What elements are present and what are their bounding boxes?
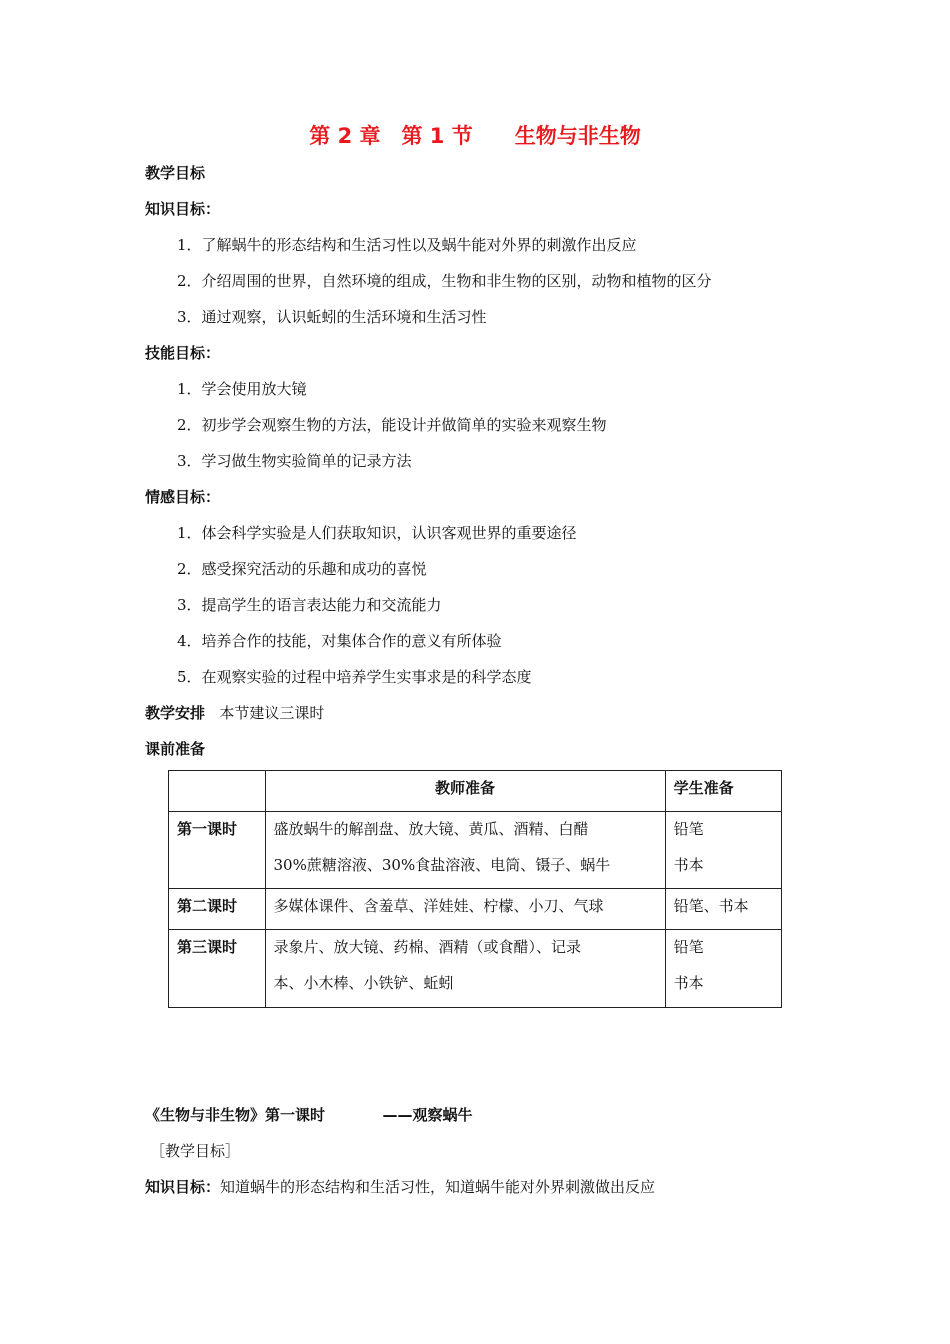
lesson1-knowledge-label: 知识目标： — [145, 1178, 221, 1196]
knowledge-goal-item: 1．了解蜗牛的形态结构和生活习性以及蜗牛能对外界的刺激作出反应 — [177, 236, 637, 254]
lesson-cell: 第二课时 — [169, 889, 266, 930]
prep-heading: 课前准备 — [145, 740, 206, 758]
knowledge-goal-item: 3．通过观察，认识蚯蚓的生活环境和生活习性 — [177, 308, 487, 326]
student-prep-cell: 铅笔 书本 — [665, 930, 781, 1008]
prep-table — [168, 770, 782, 1008]
table-row — [169, 889, 782, 930]
arrangement-label: 教学安排 — [145, 704, 206, 722]
skill-goals-heading: 技能目标： — [145, 344, 221, 362]
teacher-prep-cell: 盛放蜗牛的解剖盘、放大镜、黄瓜、酒精、白醋 30%蔗糖溶液、30%食盐溶液、电筒、镊子、蜗牛 — [265, 812, 665, 889]
page-title: 第 2 章 第 1 节 生物与非生物 — [309, 124, 641, 148]
table-header-cell — [169, 771, 266, 812]
lesson1-title: 《生物与非生物》第一课时 — [145, 1106, 326, 1124]
table-header-cell: 教师准备 — [265, 771, 665, 812]
skill-goal-item: 3．学习做生物实验简单的记录方法 — [177, 452, 412, 470]
lesson1-knowledge-line — [145, 1177, 655, 1197]
skill-goal-item: 2．初步学会观察生物的方法，能设计并做简单的实验来观察生物 — [177, 416, 607, 434]
emotion-goal-item: 3．提高学生的语言表达能力和交流能力 — [177, 596, 442, 614]
emotion-goal-item: 2．感受探究活动的乐趣和成功的喜悦 — [177, 560, 427, 578]
knowledge-goals-heading: 知识目标： — [145, 200, 221, 218]
lesson1-knowledge-text: 知道蜗牛的形态结构和生活习性，知道蜗牛能对外界刺激做出反应 — [220, 1178, 656, 1196]
student-prep-cell: 铅笔、书本 — [665, 889, 781, 930]
lesson-cell: 第三课时 — [169, 930, 266, 1008]
emotion-goal-item: 4．培养合作的技能，对集体合作的意义有所体验 — [177, 632, 502, 650]
table-header-row — [169, 771, 782, 812]
table-row — [169, 930, 782, 1008]
emotion-goal-item: 1．体会科学实验是人们获取知识，认识客观世界的重要途径 — [177, 524, 577, 542]
table-row — [169, 812, 782, 889]
arrangement-text: 本节建议三课时 — [219, 704, 325, 722]
lesson1-subtitle: ——观察蜗牛 — [382, 1106, 473, 1124]
student-prep-cell: 铅笔 书本 — [665, 812, 781, 889]
emotion-goal-item: 5．在观察实验的过程中培养学生实事求是的科学态度 — [177, 668, 532, 686]
teaching-goals-heading: 教学目标 — [145, 164, 206, 182]
teacher-prep-cell: 录象片、放大镜、药棉、酒精（或食醋）、记录 本、小木棒、小铁铲、蚯蚓 — [265, 930, 665, 1008]
lesson1-title-line — [145, 1105, 472, 1125]
skill-goal-item: 1．学会使用放大镜 — [177, 380, 307, 398]
emotion-goals-heading: 情感目标： — [145, 488, 221, 506]
table-header-cell: 学生准备 — [665, 771, 781, 812]
teacher-prep-cell: 多媒体课件、含羞草、洋娃娃、柠檬、小刀、气球 — [265, 889, 665, 930]
lesson-cell: 第一课时 — [169, 812, 266, 889]
knowledge-goal-item: 2．介绍周围的世界，自然环境的组成，生物和非生物的区别，动物和植物的区分 — [177, 272, 712, 290]
lesson1-goals-heading: ［教学目标］ — [150, 1142, 241, 1160]
arrangement-line — [145, 703, 324, 723]
